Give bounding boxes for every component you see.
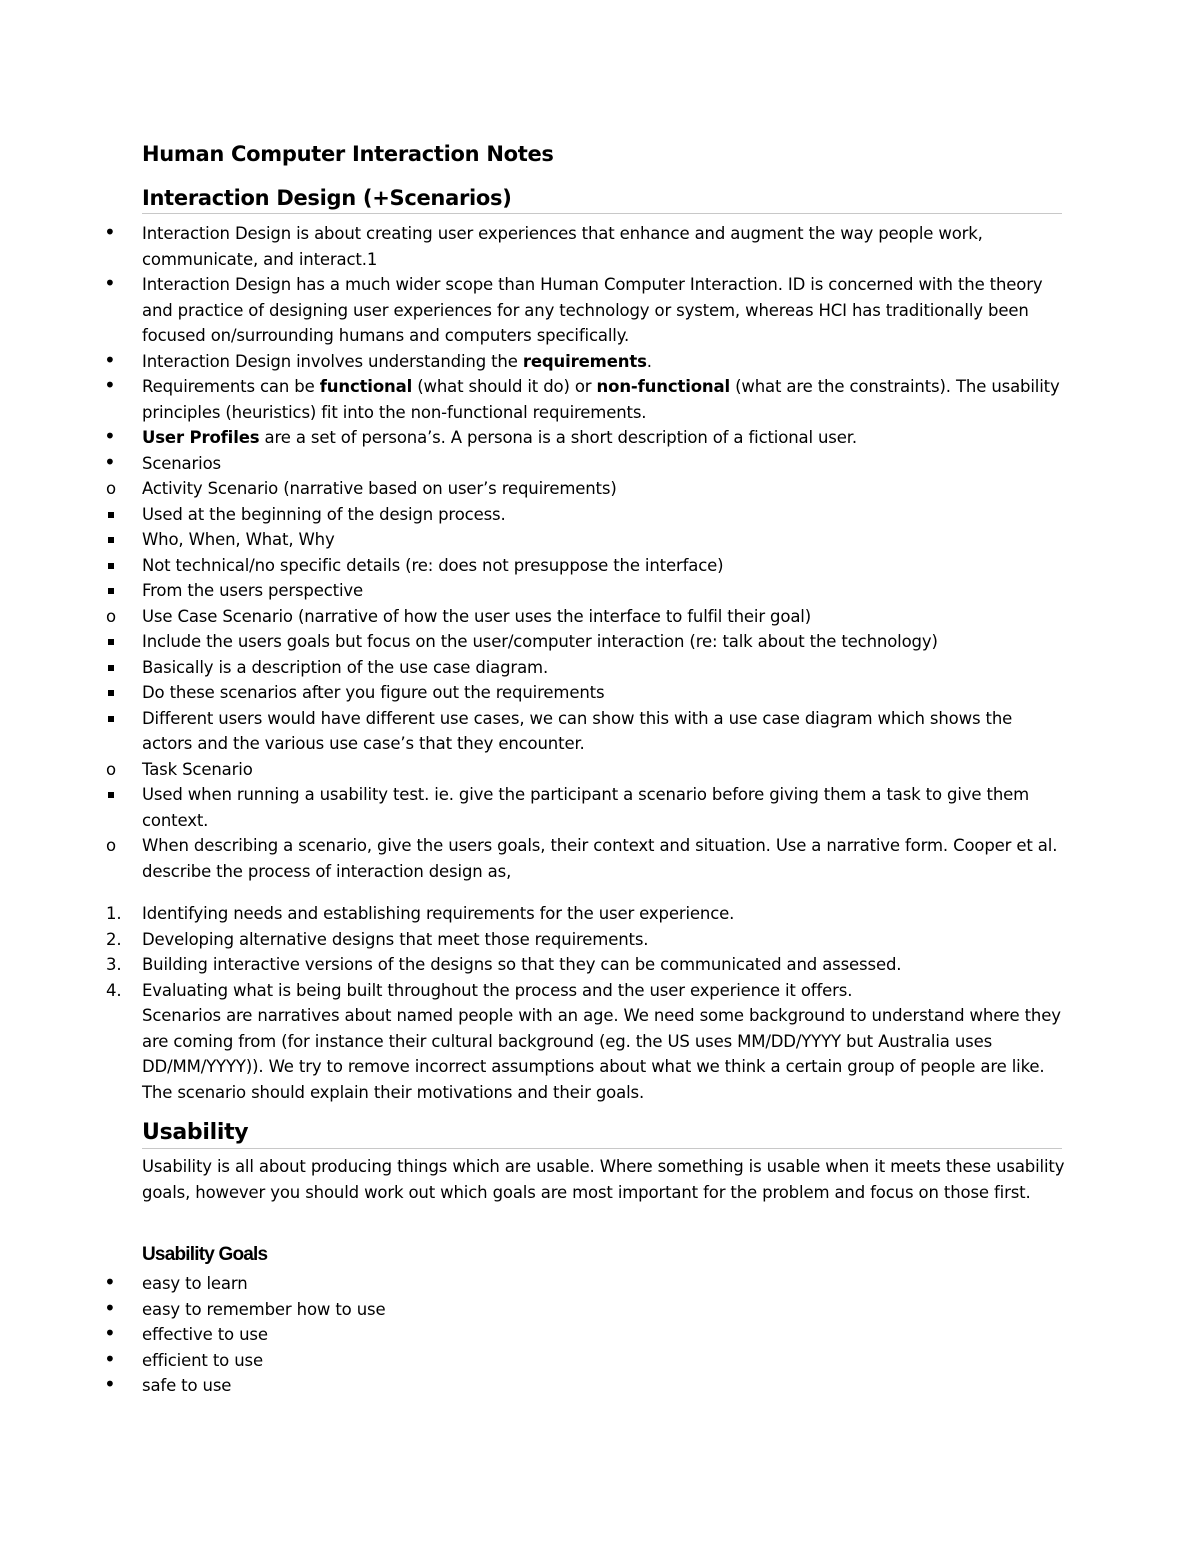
usability-goals-list	[0, 1271, 1200, 1399]
list-item: Use Case Scenario (narrative of how the user uses the interface to fulfil their goal)	[142, 606, 812, 626]
list-item: User Profiles are a set of persona’s. A persona is a short description of a fictional user.	[142, 428, 857, 447]
numbered-item: 4. Evaluating what is being built throughout the process and the user experience it offers.	[0, 978, 1067, 1004]
numbered-item: 3. Building interactive versions of the designs so that they can be communicated and assessed.	[0, 952, 1067, 978]
list-item: Used at the beginning of the design process.	[142, 504, 506, 524]
section-heading-interaction-design: Interaction Design (+Scenarios)	[142, 186, 1062, 214]
section-heading-usability: Usability	[142, 1120, 1062, 1149]
list-item: Scenarios	[142, 453, 221, 473]
list-item: Activity Scenario (narrative based on user’s requirements)	[142, 479, 617, 498]
number-marker: 4.	[106, 980, 122, 1000]
numbered-item: 1. Identifying needs and establishing requirements for the user experience.	[0, 901, 1067, 927]
scenarios-paragraph: Scenarios are narratives about named people with an age. We need some background to understand where they are coming from (for instance their cultural background (eg. the US uses MM/DD/YYYY but Australia uses DD/MM/YYYY)). We try to remove incorrect assumptions about what we think a certain group of people are like. The scenario should explain their motivations and their goals.	[142, 1006, 1061, 1102]
list-item: Interaction Design involves understanding the requirements.	[142, 351, 652, 371]
list-item: Used when running a usability test. ie. give the participant a scenario before giving them a task to give them context.	[142, 785, 1030, 830]
list-item: Interaction Design has a much wider scope than Human Computer Interaction. ID is concerned with the theory and practice of designing user experiences for any technology or system, whereas HCI has traditionally been focused on/surrounding humans and computers specifically.	[142, 275, 1043, 345]
list-item: Interaction Design is about creating user experiences that enhance and augment the way people work, communicate, and interact.1	[142, 224, 983, 269]
list-item: Requirements can be functional (what should it do) or non-functional (what are the constraints). The usability principles (heuristics) fit into the non-functional requirements.	[142, 377, 1060, 422]
list-item: Basically is a description of the use case diagram.	[142, 657, 549, 677]
list-item: Include the users goals but focus on the user/computer interaction (re: talk about the technology)	[142, 632, 938, 651]
interaction-design-list	[0, 221, 1200, 884]
list-item: Task Scenario	[142, 759, 253, 779]
list-item: easy to learn	[142, 1274, 248, 1293]
subheading-usability-goals: Usability Goals	[142, 1244, 268, 1265]
list-item: Do these scenarios after you figure out the requirements	[142, 683, 605, 702]
list-item: When describing a scenario, give the users goals, their context and situation. Use a narrative form. Cooper et al. describe the process of interaction design as,	[142, 836, 1058, 881]
list-item: Different users would have different use cases, we can show this with a use case diagram which shows the actors and the various use case’s that they encounter.	[142, 708, 1013, 753]
number-marker: 2.	[106, 929, 122, 949]
numbered-process-list	[0, 901, 1200, 1003]
document-title: Human Computer Interaction Notes	[142, 142, 554, 166]
list-item: easy to remember how to use	[142, 1299, 386, 1319]
number-marker: 1.	[106, 904, 122, 923]
list-item: efficient to use	[142, 1350, 263, 1370]
list-item: safe to use	[142, 1376, 232, 1395]
list-item: effective to use	[142, 1325, 268, 1344]
usability-intro-paragraph: Usability is all about producing things which are usable. Where something is usable when it meets these usability goals, however you should work out which goals are most important for the problem and focus on those first.	[142, 1157, 1065, 1202]
number-marker: 3.	[106, 955, 122, 974]
list-item: Who, When, What, Why	[142, 530, 335, 549]
numbered-item: 2. Developing alternative designs that meet those requirements.	[0, 927, 1067, 953]
list-item: From the users perspective	[142, 581, 364, 600]
list-item: Not technical/no specific details (re: does not presuppose the interface)	[142, 555, 724, 575]
